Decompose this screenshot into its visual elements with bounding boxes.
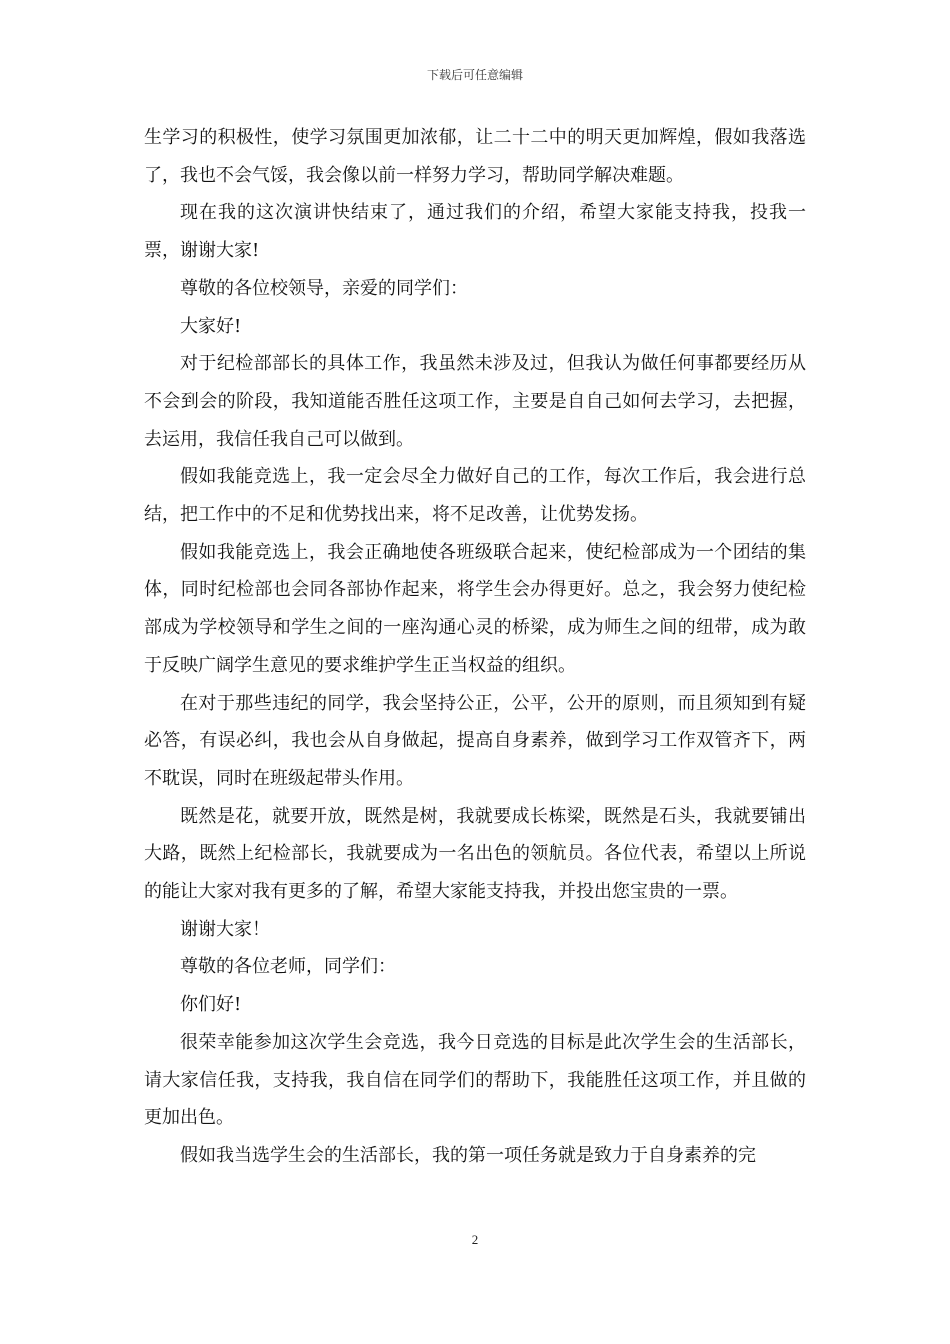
paragraph: 假如我能竞选上，我会正确地使各班级联合起来，使纪检部成为一个团结的集体，同时纪检部也会同各部协作起来，将学生会办得更好。总之，我会努力使纪检部成为学校领导和学生之间的一座沟通心灵的桥梁，成为师生之间的纽带，成为敢于反映广阔学生意见的要求维护学生正当权益的组织。 [144, 541, 806, 676]
paragraph: 尊敬的各位校领导，亲爱的同学们： [180, 277, 468, 299]
paragraph: 大家好! [180, 315, 242, 337]
paragraph: 假如我能竞选上，我一定会尽全力做好自己的工作，每次工作后，我会进行总结，把工作中的不足和优势找出来，将不足改善，让优势发扬。 [144, 466, 806, 526]
paragraph: 对于纪检部部长的具体工作，我虽然未涉及过，但我认为做任何事都要经历从不会到会的阶段，我知道能否胜任这项工作，主要是自自己如何去学习，去把握，去运用，我信任我自己可以做到。 [144, 353, 806, 450]
paragraph: 谢谢大家！ [180, 918, 270, 940]
paragraph: 现在我的这次演讲快结束了，通过我们的介绍，希望大家能支持我，投我一票，谢谢大家! [144, 202, 806, 262]
document-body [144, 119, 806, 1175]
paragraph: 在对于那些违纪的同学，我会坚持公正，公平，公开的原则，而且须知到有疑必答，有误必纠，我也会从自身做起，提高自身素养，做到学习工作双管齐下，两不耽误，同时在班级起带头作用。 [144, 692, 806, 789]
paragraph: 很荣幸能参加这次学生会竞选，我今日竞选的目标是此次学生会的生活部长，请大家信任我，支持我，我自信在同学们的帮助下，我能胜任这项工作，并且做的更加出色。 [144, 1031, 806, 1129]
paragraph: 你们好! [180, 994, 242, 1016]
page-number: 2 [471, 1232, 479, 1247]
paragraph: 尊敬的各位老师，同学们： [180, 956, 396, 978]
paragraph: 既然是花，就要开放，既然是树，我就要成长栋梁，既然是石头，我就要铺出大路，既然上纪检部长，我就要成为一名出色的领航员。各位代表，希望以上所说的能让大家对我有更多的了解，希望大家能支持我，并投出您宝贵的一票。 [144, 805, 806, 903]
paragraph: 假如我当选学生会的生活部长，我的第一项任务就是致力于自身素养的完 [180, 1144, 756, 1166]
page-header: 下载后可任意编辑 [426, 68, 523, 82]
paragraph: 生学习的积极性，使学习氛围更加浓郁，让二十二中的明天更加辉煌，假如我落选了，我也不会气馁，我会像以前一样努力学习，帮助同学解决难题。 [144, 127, 806, 186]
